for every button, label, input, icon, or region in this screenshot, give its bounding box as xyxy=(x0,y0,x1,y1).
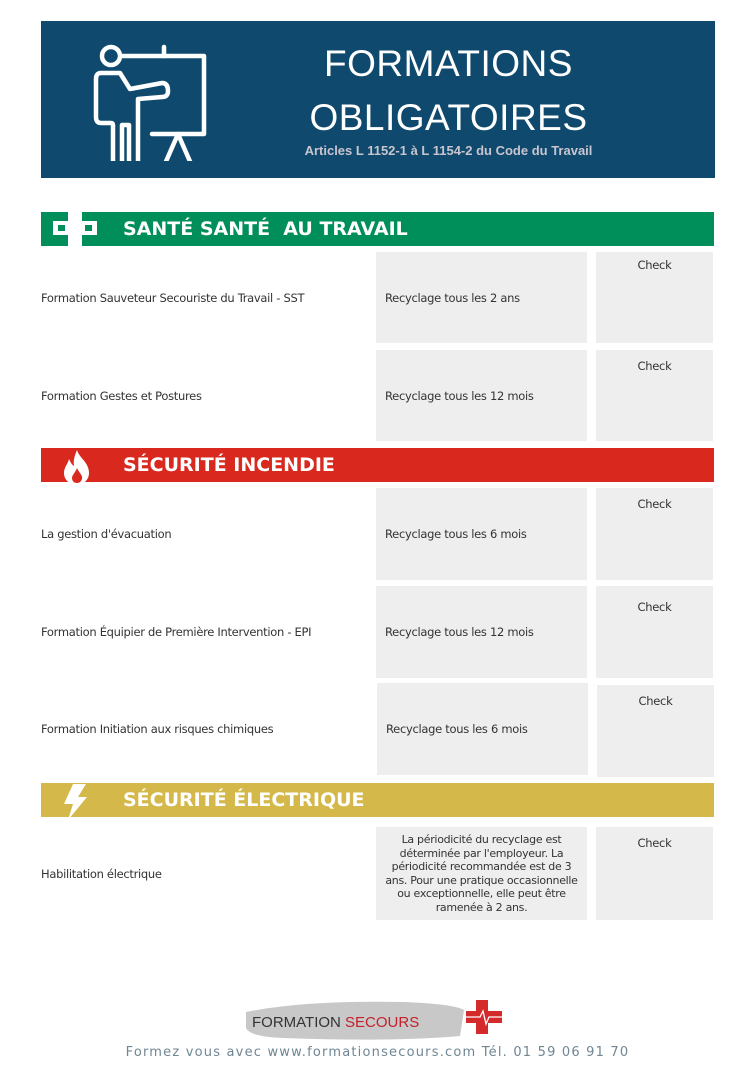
training-name: La gestion d'évacuation xyxy=(41,527,172,541)
lightning-icon xyxy=(53,783,97,821)
recycle-frequency: Recyclage tous les 2 ans xyxy=(376,252,587,343)
training-name: Formation Équipier de Première Intervention - EPI xyxy=(41,625,312,639)
recycle-frequency: La périodicité du recyclage est déterminée par l'employeur. La périodicité recommandée est de 3 ans. Pour une pratique occasionnelle ou exceptionnelle, elle peut être ramenée à 2 ans. xyxy=(376,827,587,920)
table-row xyxy=(41,827,714,920)
training-name: Formation Gestes et Postures xyxy=(41,388,202,403)
table-row xyxy=(41,683,714,775)
check-box[interactable]: Check xyxy=(596,252,713,343)
check-box[interactable]: Check xyxy=(596,827,713,920)
teacher-at-board-icon xyxy=(86,41,211,161)
table-row xyxy=(41,586,714,678)
medical-cross-icon xyxy=(53,209,97,247)
fire-icon xyxy=(55,448,99,486)
title-line-2: OBLIGATOIRES xyxy=(309,97,588,138)
recycle-frequency: Recyclage tous les 6 mois xyxy=(376,488,587,580)
section-title: SÉCURITÉ INCENDIE xyxy=(123,454,335,476)
table-row xyxy=(41,488,714,580)
header-banner xyxy=(41,21,715,178)
recycle-frequency: Recyclage tous les 12 mois xyxy=(376,586,587,678)
training-name: Formation Initiation aux risques chimiques xyxy=(41,722,274,736)
training-name: Habilitation électrique xyxy=(41,866,162,881)
page-title xyxy=(271,37,626,145)
training-name: Formation Sauveteur Secouriste du Travail - SST xyxy=(41,290,305,305)
section-header-incendie xyxy=(41,448,714,482)
check-box[interactable]: Check xyxy=(597,685,714,777)
table-row xyxy=(41,252,714,343)
section-title: SANTÉ SANTÉ AU TRAVAIL xyxy=(123,218,408,240)
recycle-frequency: Recyclage tous les 6 mois xyxy=(377,683,588,775)
footer-contact: Formez vous avec www.formationsecours.com Tél. 01 59 06 91 70 xyxy=(125,1045,630,1060)
svg-text:FORMATION SECOURS: FORMATION SECOURS xyxy=(252,1014,420,1031)
table-row xyxy=(41,350,714,441)
check-box[interactable]: Check xyxy=(596,350,713,441)
check-box[interactable]: Check xyxy=(596,488,713,580)
section-header-electrique xyxy=(41,783,714,817)
title-line-1: FORMATIONS xyxy=(324,43,573,84)
logo-swoosh xyxy=(244,998,506,1040)
page-subtitle: Articles L 1152-1 à L 1154-2 du Code du Travail xyxy=(304,143,593,158)
formation-secours-logo xyxy=(244,998,506,1040)
section-header-sante xyxy=(41,212,714,246)
check-box[interactable]: Check xyxy=(596,586,713,678)
section-title: SÉCURITÉ ÉLECTRIQUE xyxy=(123,789,365,811)
recycle-frequency: Recyclage tous les 12 mois xyxy=(376,350,587,441)
